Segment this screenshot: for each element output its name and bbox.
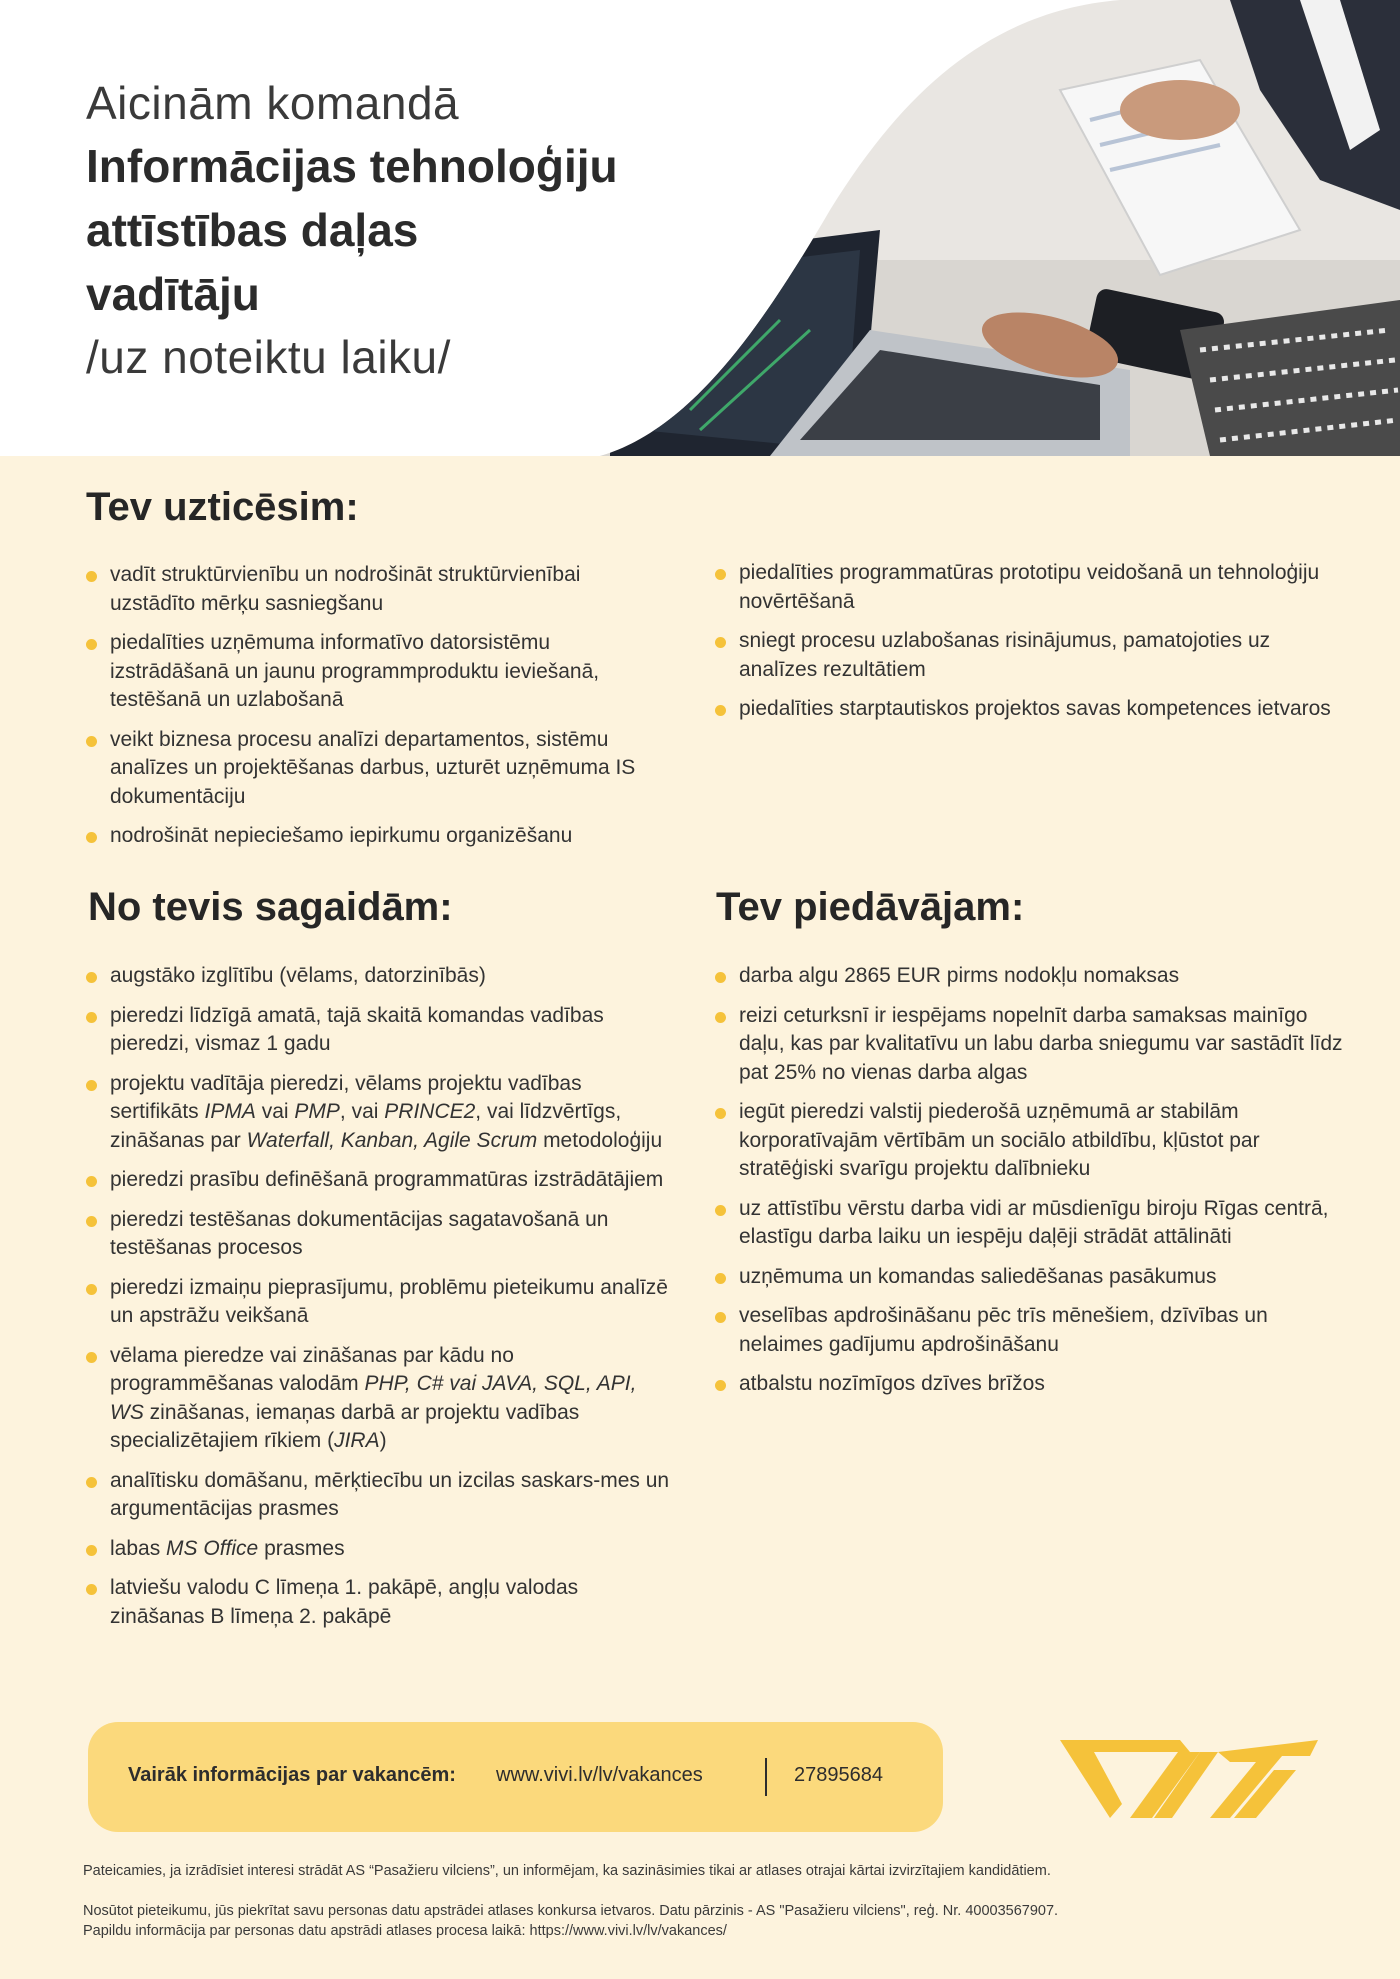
list-item: nodrošināt nepieciešamo iepirkumu organizēšanu xyxy=(86,822,671,851)
list-item: uzņēmuma un komandas saliedēšanas pasākumus xyxy=(715,1263,1345,1292)
responsibilities-list-right xyxy=(715,559,1340,735)
list-item: piedalīties starptautiskos projektos savas kompetences ietvaros xyxy=(715,695,1340,724)
requirements-heading: No tevis sagaidām: xyxy=(88,885,453,929)
list-item: piedalīties programmatūras prototipu veidošanā un tehnoloģiju novērtēšanā xyxy=(715,559,1340,616)
hero-section xyxy=(0,0,1400,456)
list-item: uz attīstību vērstu darba vidi ar mūsdienīgu biroju Rīgas centrā, elastīgu darba laiku un iespēju daļēji strādāt attālināti xyxy=(715,1195,1345,1252)
list-item: darba algu 2865 EUR pirms nodokļu nomaksas xyxy=(715,962,1345,991)
requirements-list xyxy=(86,962,671,1642)
contact-info-label: Vairāk informācijas par vakancēm: xyxy=(128,1764,456,1786)
offers-list xyxy=(715,962,1345,1410)
list-item: iegūt pieredzi valstij piederošā uzņēmumā ar stabilām korporatīvajām vērtībām un sociālo atbildību, kļūstot par stratēģiski svarīgu projektu dalībnieku xyxy=(715,1098,1345,1184)
list-item: veikt biznesa procesu analīzi departamentos, sistēmu analīzes un projektēšanas darbus, uzturēt uzņēmuma IS dokumentāciju xyxy=(86,726,671,812)
list-item: augstāko izglītību (vēlams, datorzinībās) xyxy=(86,962,671,991)
list-item: vēlama pieredze vai zināšanas par kādu no programmēšanas valodām PHP, C# vai JAVA, SQL, API, WS zināšanas, iemaņas darbā ar projektu vadības specializētajiem rīkiem (JIRA) xyxy=(86,1342,671,1456)
list-item: pieredzi testēšanas dokumentācijas sagatavošanā un testēšanas procesos xyxy=(86,1206,671,1263)
list-item: projektu vadītāja pieredzi, vēlams projektu vadības sertifikāts IPMA vai PMP, vai PRINCE2, vai līdzvērtīgs, zināšanas par Waterfall, Kanban, Agile Scrum metodoloģiju xyxy=(86,1070,671,1156)
list-item: veselības apdrošināšanu pēc trīs mēnešiem, dzīvības un nelaimes gadījumu apdrošināšanu xyxy=(715,1302,1345,1359)
responsibilities-heading: Tev uzticēsim: xyxy=(86,485,359,529)
footer-privacy: Nosūtot pieteikumu, jūs piekrītat savu personas datu apstrādei atlases konkursa ietvaros. Datu pārzinis - AS "Pasažieru vilciens", reģ. Nr. 40003567907. xyxy=(83,1903,1059,1919)
title-position-line-1: Informācijas tehnoloģiju xyxy=(86,140,618,192)
list-item: labas MS Office prasmes xyxy=(86,1535,671,1564)
responsibilities-list-left xyxy=(86,561,671,862)
offers-heading: Tev piedāvājam: xyxy=(716,885,1025,929)
list-item: atbalstu nozīmīgos dzīves brīžos xyxy=(715,1370,1345,1399)
list-item: piedalīties uzņēmuma informatīvo datorsistēmu izstrādāšanā un jaunu programmproduktu ieviešanā, testēšanā un uzlabošanā xyxy=(86,629,671,715)
list-item: sniegt procesu uzlabošanas risinājumus, pamatojoties uz analīzes rezultātiem xyxy=(715,627,1340,684)
vacancies-link[interactable]: www.vivi.lv/lv/vakances xyxy=(496,1764,703,1786)
contact-info-bar xyxy=(88,1722,943,1832)
list-item: pieredzi izmaiņu pieprasījumu, problēmu pieteikumu analīzē un apstrāžu veikšanā xyxy=(86,1274,671,1331)
contact-phone[interactable]: 27895684 xyxy=(794,1764,883,1786)
footer-privacy-link: Papildu informācija par personas datu apstrādi atlases procesa laikā: https://www.vivi.lv/lv/vakances/ xyxy=(83,1923,727,1939)
title-position-line-2: attīstības daļas xyxy=(86,204,419,256)
list-item: vadīt struktūrvienību un nodrošināt struktūrvienībai uzstādīto mērķu sasniegšanu xyxy=(86,561,671,618)
list-item: pieredzi līdzīgā amatā, tajā skaitā komandas vadības pieredzi, vismaz 1 gadu xyxy=(86,1002,671,1059)
list-item: analītisku domāšanu, mērķtiecību un izcilas saskars-mes un argumentācijas prasmes xyxy=(86,1467,671,1524)
list-item: pieredzi prasību definēšanā programmatūras izstrādātājiem xyxy=(86,1166,671,1195)
page-title xyxy=(86,72,726,388)
list-item: reizi ceturksnī ir iespējams nopelnīt darba samaksas mainīgo daļu, kas par kvalitatīvu un labu darba sniegumu var sastādīt līdz pat 25% no vienas darba algas xyxy=(715,1002,1345,1088)
title-position-line-3: vadītāju xyxy=(86,268,260,320)
title-term: /uz noteiktu laiku/ xyxy=(86,331,451,383)
title-intro: Aicinām komandā xyxy=(86,77,460,129)
contact-divider xyxy=(765,1758,767,1796)
footer-note: Pateicamies, ja izrādīsiet interesi strādāt AS “Pasažieru vilciens”, un informējam, ka sazināsimies tikai ar atlases otrajai kārtai izvirzītajiem kandidātiem. xyxy=(83,1863,1051,1879)
list-item: latviešu valodu C līmeņa 1. pakāpē, angļu valodas zināšanas B līmeņa 2. pakāpē xyxy=(86,1574,671,1631)
vivi-logo xyxy=(1060,1732,1320,1818)
